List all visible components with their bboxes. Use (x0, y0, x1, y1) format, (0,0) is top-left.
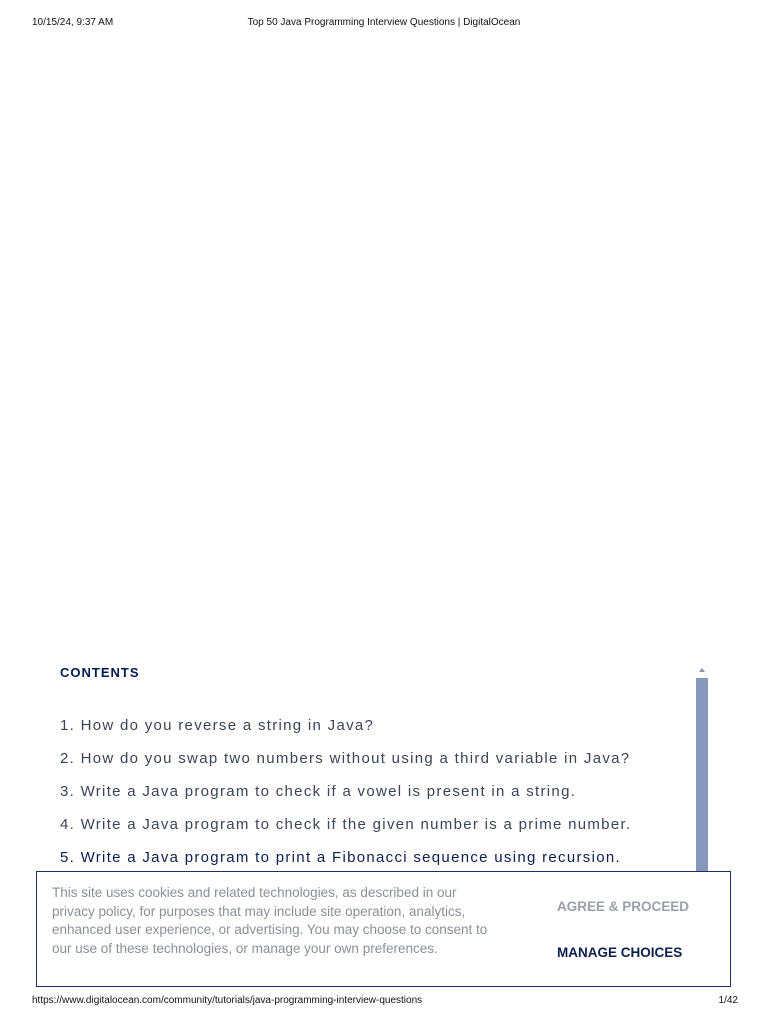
table-of-contents (60, 716, 690, 881)
agree-and-proceed-button[interactable]: AGREE & PROCEED (557, 899, 690, 914)
print-datetime: 10/15/24, 9:37 AM (32, 17, 114, 28)
cookie-consent-banner (36, 871, 731, 987)
cookie-consent-text: This site uses cookies and related technologies, as described in our privacy policy, for purposes that may include site operation, analytics, enhanced user experience, or advertising. You may choose to consent to our use of these technologies, or manage your own preferences. (52, 885, 488, 956)
toc-item-3[interactable]: 3. Write a Java program to check if a vowel is present in a string. (60, 783, 577, 800)
print-page-title: Top 50 Java Programming Interview Questions | DigitalOcean (247, 17, 521, 28)
contents-heading: CONTENTS (60, 665, 140, 680)
toc-item-1[interactable]: 1. How do you reverse a string in Java? (60, 717, 375, 734)
toc-item-5[interactable]: 5. Write a Java program to print a Fibonacci sequence using recursion. (60, 849, 621, 866)
toc-scrollbar[interactable] (696, 666, 708, 872)
toc-scroll-thumb[interactable] (696, 678, 708, 872)
manage-choices-button[interactable]: MANAGE CHOICES (557, 945, 683, 960)
page-number: 1/42 (718, 995, 738, 1006)
print-header (0, 17, 768, 31)
print-url: https://www.digitalocean.com/community/tutorials/java-programming-interview-questions (32, 995, 423, 1006)
toc-item-4[interactable]: 4. Write a Java program to check if the given number is a prime number. (60, 816, 632, 833)
print-footer (0, 995, 768, 1009)
scroll-up-arrow-icon[interactable] (699, 668, 705, 672)
toc-item-2[interactable]: 2. How do you swap two numbers without using a third variable in Java? (60, 750, 631, 767)
